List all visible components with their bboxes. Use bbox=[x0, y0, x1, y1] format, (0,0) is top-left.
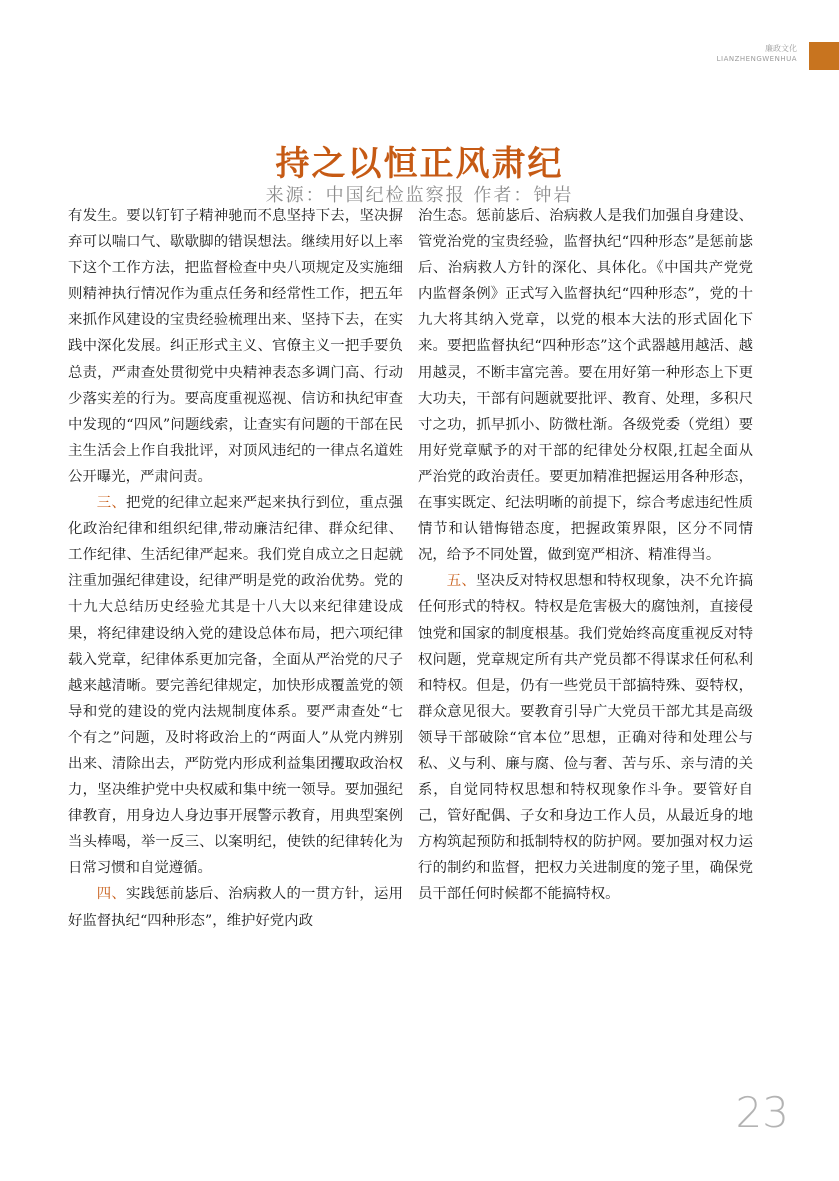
article-source: 来源：中国纪检监察报 作者：钟岩 bbox=[265, 185, 574, 206]
section-name-en: LIANZHENGWENHUA bbox=[716, 55, 797, 63]
left-paragraph-3-text: 实践惩前毖后、治病救人的一贯方针，运用好监督执纪“四种形态”，维护好党内政 bbox=[68, 886, 403, 929]
section-header bbox=[717, 44, 797, 64]
section-number-5: 五、 bbox=[446, 573, 476, 590]
left-paragraph-2 bbox=[68, 490, 403, 881]
right-paragraph-2-text: 坚决反对特权思想和特权现象，决不允许搞任何形式的特权。特权是危害极大的腐蚀剂，直接侵蚀党和国家的制度根基。我们党始终高度重视反对特权问题，党章规定所有共产党员都不得谋求任何私利和特权。但是，仍有一些党员干部搞特殊、耍特权，群众意见很大。要教育引导广大党员干部尤其是高级领导干部破除“官本位”思想，正确对待和处理公与私、义与利、廉与腐、俭与奢、苦与乐、亲与清的关系，自觉同特权思想和特权现象作斗争。要管好自己，管好配偶、子女和身边工作人员，从最近身的地方构筑起预防和抵制特权的防护网。要加强对权力运行的制约和监督，把权力关进制度的笼子里，确保党员干部任何时候都不能搞特权。 bbox=[418, 573, 753, 903]
right-column bbox=[418, 203, 753, 908]
left-paragraph-3 bbox=[68, 881, 403, 933]
section-number-4: 四、 bbox=[96, 886, 126, 903]
right-paragraph-2 bbox=[418, 568, 753, 907]
section-number-3: 三、 bbox=[96, 495, 126, 512]
left-column bbox=[68, 203, 403, 934]
right-paragraph-1: 治生态。惩前毖后、治病救人是我们加强自身建设、管党治党的宝贵经验，监督执纪“四种形态”是惩前毖后、治病救人方针的深化、具体化。《中国共产党党内监督条例》正式写入监督执纪“四种形态”，党的十九大将其纳入党章，以党的根本大法的形式固化下来。要把监督执纪“四种形态”这个武器越用越活、越用越灵，不断丰富完善。要在用好第一种形态上下更大功夫，干部有问题就要批评、教育、处理，多积尺寸之功，抓早抓小、防微杜渐。各级党委（党组）要用好党章赋予的对干部的纪律处分权限,扛起全面从严治党的政治责任。要更加精准把握运用各种形态，在事实既定、纪法明晰的前提下，综合考虑违纪性质情节和认错悔错态度，把握政策界限，区分不同情况，给予不同处置，做到宽严相济、精准得当。 bbox=[418, 208, 753, 564]
page-number: 23 bbox=[735, 1088, 789, 1137]
header-accent-block bbox=[809, 42, 839, 70]
section-name-cn: 廉政文化 bbox=[765, 44, 797, 53]
article-title: 持之以恒正风肃纪 bbox=[275, 144, 564, 184]
left-paragraph-2-text: 把党的纪律立起来严起来执行到位，重点强化政治纪律和组织纪律,带动廉洁纪律、群众纪律、工作纪律、生活纪律严起来。我们党自成立之日起就注重加强纪律建设，纪律严明是党的政治优势。党的十九大总结历史经验尤其是十八大以来纪律建设成果，将纪律建设纳入党的建设总体布局，把六项纪律载入党章，纪律体系更加完备，全面从严治党的尺子越来越清晰。要完善纪律规定，加快形成覆盖党的领导和党的建设的党内法规制度体系。要严肃查处“七个有之”问题，及时将政治上的“两面人”从党内辨别出来、清除出去，严防党内形成利益集团攫取政治权力，坚决维护党中央权威和集中统一领导。要加强纪律教育，用身边人身边事开展警示教育，用典型案例当头棒喝，举一反三、以案明纪，使铁的纪律转化为日常习惯和自觉遵循。 bbox=[68, 495, 403, 877]
left-paragraph-1: 有发生。要以钉钉子精神驰而不息坚持下去，坚决摒弃可以喘口气、歇歇脚的错误想法。继续用好以上率下这个工作方法，把监督检查中央八项规定及实施细则精神执行情况作为重点任务和经常性工作，把五年来抓作风建设的宝贵经验梳理出来、坚持下去，在实践中深化发展。纠正形式主义、官僚主义一把手要负总责，严肃查处贯彻党中央精神表态多调门高、行动少落实差的行为。要高度重视巡视、信访和执纪审查中发现的“四风”问题线索，让查实有问题的干部在民主生活会上作自我批评，对顶风违纪的一律点名道姓公开曝光，严肃问责。 bbox=[68, 208, 403, 485]
